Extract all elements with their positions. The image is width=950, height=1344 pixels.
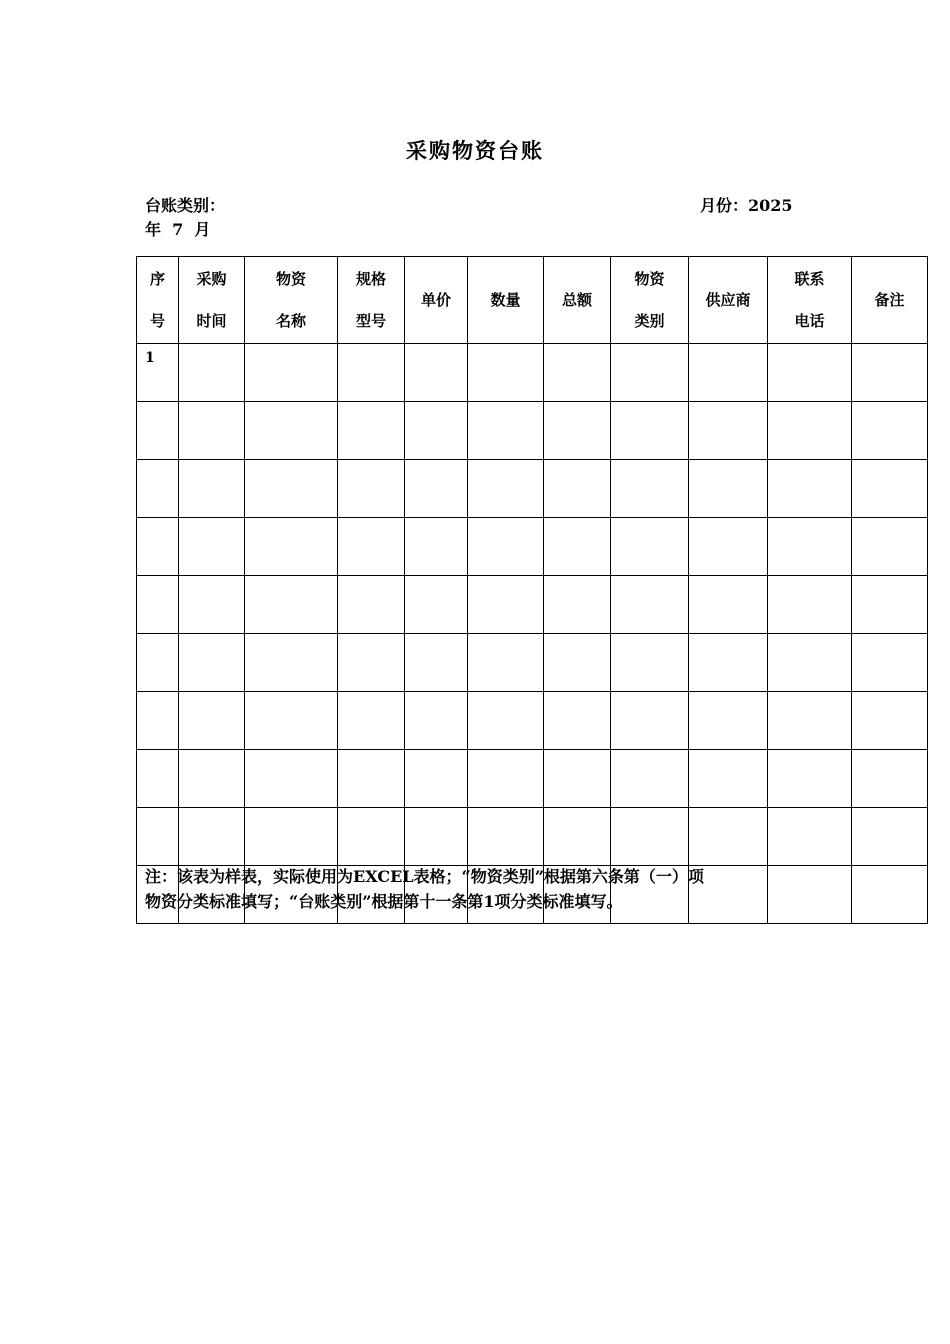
column-header-line: 规格: [355, 269, 386, 288]
table-row: [137, 402, 928, 460]
table-cell: [689, 460, 768, 518]
table-cell: [179, 460, 245, 518]
table-cell: [611, 576, 689, 634]
table-cell: [405, 750, 468, 808]
table-cell: [611, 344, 689, 402]
row-number-cell: [137, 518, 179, 576]
table-cell: [338, 692, 405, 750]
table-cell: [689, 808, 768, 866]
table-body: [137, 344, 928, 924]
footnote: [145, 864, 825, 914]
table-row: [137, 576, 928, 634]
column-header-line: 物资: [634, 269, 665, 288]
table-header-row: [137, 257, 928, 344]
row-number-cell: [137, 808, 179, 866]
column-header: [405, 257, 468, 344]
table-cell: [245, 344, 338, 402]
table-cell: [852, 866, 928, 924]
table-cell: [689, 576, 768, 634]
table-cell: [852, 402, 928, 460]
table-cell: [179, 576, 245, 634]
table-cell: [179, 692, 245, 750]
table-cell: [405, 344, 468, 402]
table-cell: [468, 634, 544, 692]
column-header-line: 名称: [275, 311, 306, 330]
table-cell: [611, 518, 689, 576]
table-cell: [338, 402, 405, 460]
column-header-line: 时间: [196, 311, 227, 330]
table-cell: [338, 576, 405, 634]
table-cell: [689, 750, 768, 808]
ledger-table: [136, 256, 928, 924]
row-number-cell: [137, 750, 179, 808]
table-cell: [405, 518, 468, 576]
table-cell: [468, 344, 544, 402]
table-cell: [179, 750, 245, 808]
table-cell: [245, 692, 338, 750]
table-cell: [611, 750, 689, 808]
column-header-line: 型号: [355, 311, 386, 330]
table-cell: [768, 576, 852, 634]
table-cell: [768, 692, 852, 750]
table-cell: [852, 344, 928, 402]
column-header-line: 联系: [794, 269, 825, 288]
table-cell: [689, 344, 768, 402]
table-cell: [611, 692, 689, 750]
table-row: [137, 750, 928, 808]
footnote-line-1: 注：该表为样表，实际使用为EXCEL表格；“物资类别”根据第六条第（一）项: [145, 867, 704, 886]
table-cell: [468, 692, 544, 750]
table-cell: [611, 634, 689, 692]
row-number-cell: [137, 692, 179, 750]
table-cell: [768, 344, 852, 402]
table-cell: [179, 518, 245, 576]
table-cell: [544, 750, 611, 808]
table-cell: [611, 402, 689, 460]
month-label-continuation: 年 7 月: [145, 220, 211, 239]
table-row: [137, 518, 928, 576]
table-row: [137, 344, 928, 402]
table-cell: [544, 634, 611, 692]
table-cell: [468, 808, 544, 866]
table-cell: [852, 808, 928, 866]
column-header: [768, 257, 852, 344]
column-header: [245, 257, 338, 344]
table-cell: [338, 750, 405, 808]
ledger-category-label: 台账类别：: [145, 196, 226, 215]
row-number-cell: 1: [137, 344, 179, 402]
column-header-line: 单价: [420, 291, 451, 309]
table-cell: [179, 402, 245, 460]
table-cell: [852, 692, 928, 750]
column-header: [468, 257, 544, 344]
table-cell: [768, 460, 852, 518]
table-cell: [338, 808, 405, 866]
table-cell: [468, 402, 544, 460]
table-cell: [689, 634, 768, 692]
table-cell: [611, 808, 689, 866]
row-number-cell: [137, 576, 179, 634]
table-cell: [544, 460, 611, 518]
table-cell: [179, 344, 245, 402]
table-cell: [768, 634, 852, 692]
table-cell: [245, 808, 338, 866]
table-cell: [768, 808, 852, 866]
table-cell: [468, 576, 544, 634]
table-cell: [405, 692, 468, 750]
table-cell: [544, 344, 611, 402]
row-number-cell: [137, 460, 179, 518]
column-header: [179, 257, 245, 344]
column-header: [611, 257, 689, 344]
table-cell: [405, 402, 468, 460]
table-cell: [179, 808, 245, 866]
column-header: [338, 257, 405, 344]
column-header-line: 序: [149, 269, 165, 288]
table-cell: [544, 518, 611, 576]
table-cell: [768, 750, 852, 808]
table-cell: [245, 518, 338, 576]
table-cell: [405, 808, 468, 866]
table-cell: [544, 808, 611, 866]
column-header-line: 电话: [794, 311, 825, 330]
column-header: [544, 257, 611, 344]
table-cell: [338, 634, 405, 692]
table-cell: [468, 750, 544, 808]
table-cell: [179, 634, 245, 692]
table-cell: [689, 692, 768, 750]
table-cell: [544, 692, 611, 750]
table-cell: [544, 402, 611, 460]
table-cell: [611, 460, 689, 518]
column-header-line: 物资: [275, 269, 306, 288]
table-cell: [405, 460, 468, 518]
table-cell: [338, 460, 405, 518]
row-number-cell: [137, 402, 179, 460]
table-cell: [245, 402, 338, 460]
table-cell: [689, 402, 768, 460]
month-label: 月份：2025: [700, 196, 793, 215]
table-cell: [468, 460, 544, 518]
table-cell: [852, 576, 928, 634]
column-header-line: 号: [149, 311, 165, 330]
page-title: 采购物资台账: [406, 138, 544, 163]
table-cell: [245, 460, 338, 518]
table-cell: [544, 576, 611, 634]
table-cell: [405, 634, 468, 692]
row-number-cell: [137, 634, 179, 692]
table-cell: [852, 518, 928, 576]
column-header-line: 供应商: [705, 291, 751, 309]
table-cell: [852, 634, 928, 692]
table-cell: [245, 750, 338, 808]
table-cell: [405, 576, 468, 634]
table-cell: [245, 576, 338, 634]
column-header: [689, 257, 768, 344]
column-header-line: 总额: [561, 291, 592, 309]
column-header: [137, 257, 179, 344]
footnote-line-2: 物资分类标准填写；“台账类别”根据第十一条第1项分类标准填写。: [145, 892, 623, 911]
table-cell: [468, 518, 544, 576]
table-cell: [768, 402, 852, 460]
table-row: [137, 634, 928, 692]
table-row: [137, 460, 928, 518]
table-cell: [689, 518, 768, 576]
column-header-line: 备注: [874, 291, 905, 309]
table-row: [137, 808, 928, 866]
table-cell: [852, 750, 928, 808]
table-row: [137, 692, 928, 750]
column-header-line: 数量: [490, 291, 521, 309]
table-cell: [338, 344, 405, 402]
column-header: [852, 257, 928, 344]
column-header-line: 类别: [634, 311, 665, 330]
table-cell: [852, 460, 928, 518]
column-header-line: 采购: [196, 269, 227, 288]
table-cell: [245, 634, 338, 692]
table-cell: [768, 518, 852, 576]
table-cell: [338, 518, 405, 576]
